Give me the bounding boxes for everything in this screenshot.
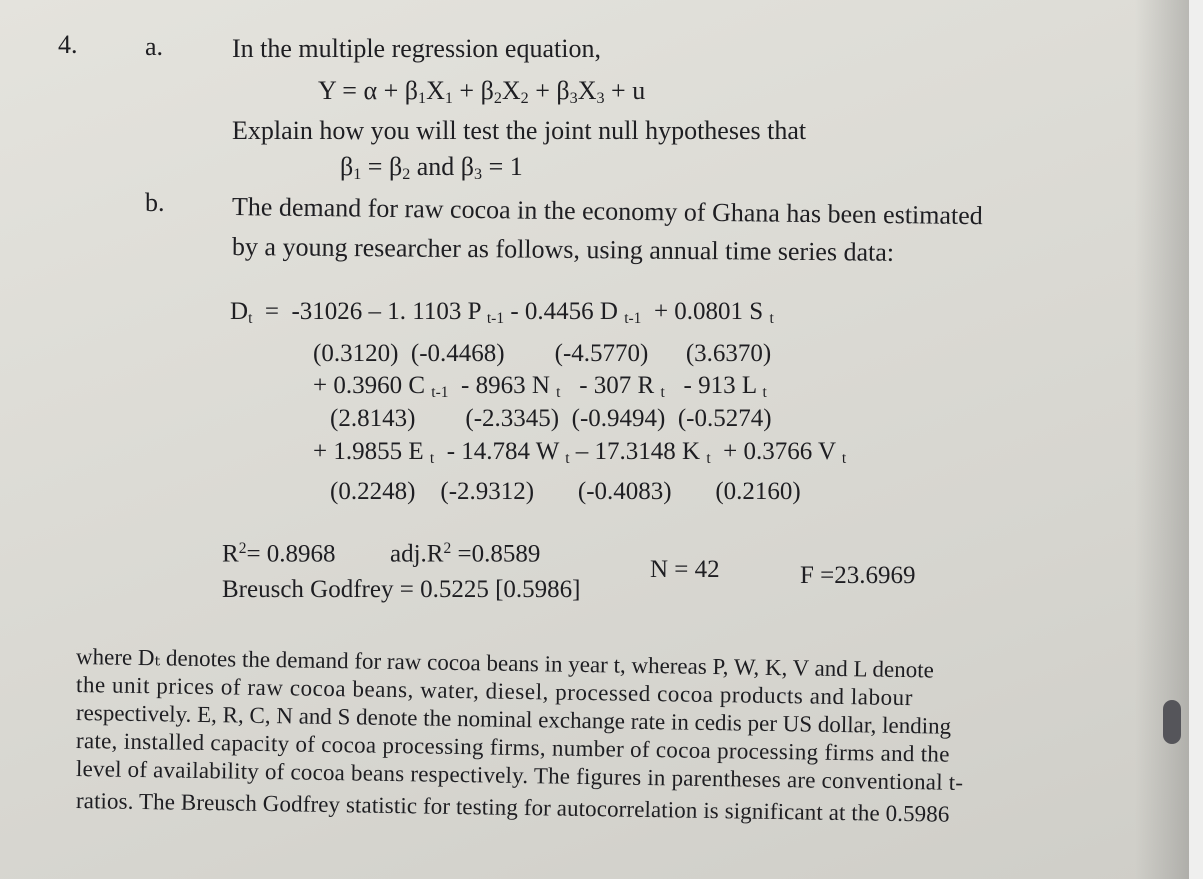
equation-line3: + 1.9855 E $_t$ - 14.784 W $_t$ – 17.3148 K $_t$ + 0.3766 V $_t$ bbox=[313, 438, 847, 467]
paragraph-line1: where Dₜ denotes the demand for raw cocoa beans in year t, whereas P, W, K, V and L denote bbox=[75, 644, 934, 683]
equation-line1: $D_t = -31026 - 1$. 1103 P $_{t-1}$ - 0.4456 D $_{t-1}$ + 0.0801 S $_t$ bbox=[230, 298, 774, 327]
part-b-line2: by a young researcher as follows, using annual time series data: bbox=[231, 232, 895, 267]
adj-label: adj.R bbox=[390, 540, 444, 568]
adj-value: =0.8589 bbox=[457, 540, 541, 568]
part-b-line1: The demand for raw cocoa in the economy of Ghana has been estimated bbox=[231, 192, 983, 231]
f-statistic: F =23.6969 bbox=[800, 562, 916, 589]
part-a-line1: In the multiple regression equation, bbox=[232, 34, 601, 63]
tratios-line3: (0.2248) (-2.9312) (-0.4083) (0.2160) bbox=[330, 478, 801, 505]
paragraph-line5: level of availability of cocoa beans respectively. The figures in parentheses are conventional t- bbox=[75, 756, 964, 795]
regression-equation: $Y = \alpha + \beta_1X_1 + \beta_2X_2 + \beta_3X_3 + u$ bbox=[318, 76, 646, 108]
r-squared: $R^2= 0.8968$ bbox=[222, 540, 336, 568]
scroll-handle bbox=[1163, 700, 1181, 744]
paragraph-line3: respectively. E, R, C, N and S denote the nominal exchange rate in cedis per US dollar, lending bbox=[75, 700, 952, 739]
paragraph-line2: the unit prices of raw cocoa beans, water, diesel, processed cocoa products and labour bbox=[75, 672, 914, 711]
sample-size: N = 42 bbox=[650, 556, 720, 583]
part-a-line3: Explain how you will test the joint null hypotheses that bbox=[232, 116, 807, 145]
paragraph-line6: ratios. The Breusch Godfrey statistic for testing for autocorrelation is significant at the 0.5986 bbox=[75, 788, 950, 827]
tratios-line2: (2.8143) (-2.3345) (-0.9494) (-0.5274) bbox=[330, 405, 772, 432]
question-number: 4. bbox=[58, 30, 78, 59]
part-b-label: b. bbox=[145, 188, 165, 217]
paragraph-line4: rate, installed capacity of cocoa processing firms, number of cocoa processing firms and the bbox=[75, 728, 950, 767]
tratios-line1: (0.3120) (-0.4468) (-4.5770) (3.6370) bbox=[313, 340, 772, 367]
breusch-godfrey: Breusch Godfrey = 0.5225 [0.5986] bbox=[222, 576, 581, 603]
r-squared-value: = 0.8968 bbox=[246, 540, 336, 568]
part-a-label: a. bbox=[145, 32, 164, 61]
equation-line2: + 0.3960 C $_{t-1}$ - 8963 N $_t$ - 307 R $_t$ - 913 L $_t$ bbox=[313, 372, 767, 401]
page-edge bbox=[1189, 0, 1203, 879]
hypotheses: $\beta_1 = \beta_2$ and $\beta_3 = 1$ bbox=[340, 152, 523, 184]
adjusted-r-squared: $adj.R^2 =0.8589$ bbox=[390, 540, 541, 568]
